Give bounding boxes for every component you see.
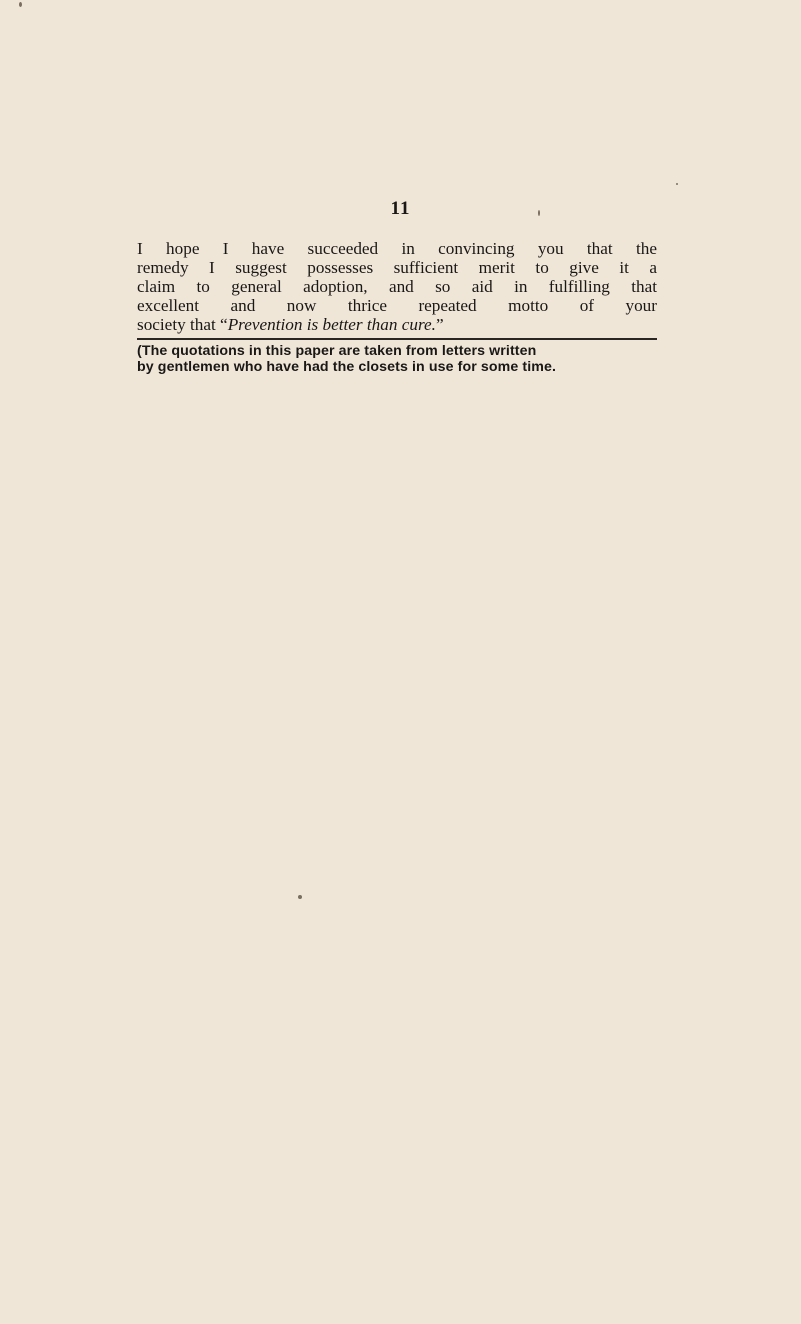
footnote-line: by gentlemen who have had the closets in use for some time. bbox=[137, 359, 557, 375]
motto-text: Prevention is better than cure. bbox=[227, 315, 436, 334]
motto-prefix: society that “ bbox=[137, 315, 228, 334]
paper-speck bbox=[676, 183, 678, 185]
paper-speck bbox=[19, 2, 22, 7]
paragraph-line: I hope I have succeeded in convincing you that the bbox=[137, 239, 657, 258]
paragraph-line: excellent and now thrice repeated motto of your bbox=[137, 296, 657, 315]
paragraph-line-motto bbox=[137, 315, 657, 334]
paragraph-line: claim to general adoption, and so aid in fulfilling that bbox=[137, 277, 657, 296]
footnote bbox=[137, 343, 657, 375]
motto-suffix: ” bbox=[435, 315, 444, 334]
paper-speck bbox=[298, 895, 302, 899]
paragraph-line: remedy I suggest possesses sufficient merit to give it a bbox=[137, 258, 657, 277]
body-paragraph bbox=[137, 239, 657, 334]
page-number: 11 bbox=[390, 198, 411, 219]
footnote-line: (The quotations in this paper are taken from letters written bbox=[137, 343, 537, 359]
paper-speck bbox=[538, 210, 540, 216]
section-divider bbox=[137, 338, 657, 340]
